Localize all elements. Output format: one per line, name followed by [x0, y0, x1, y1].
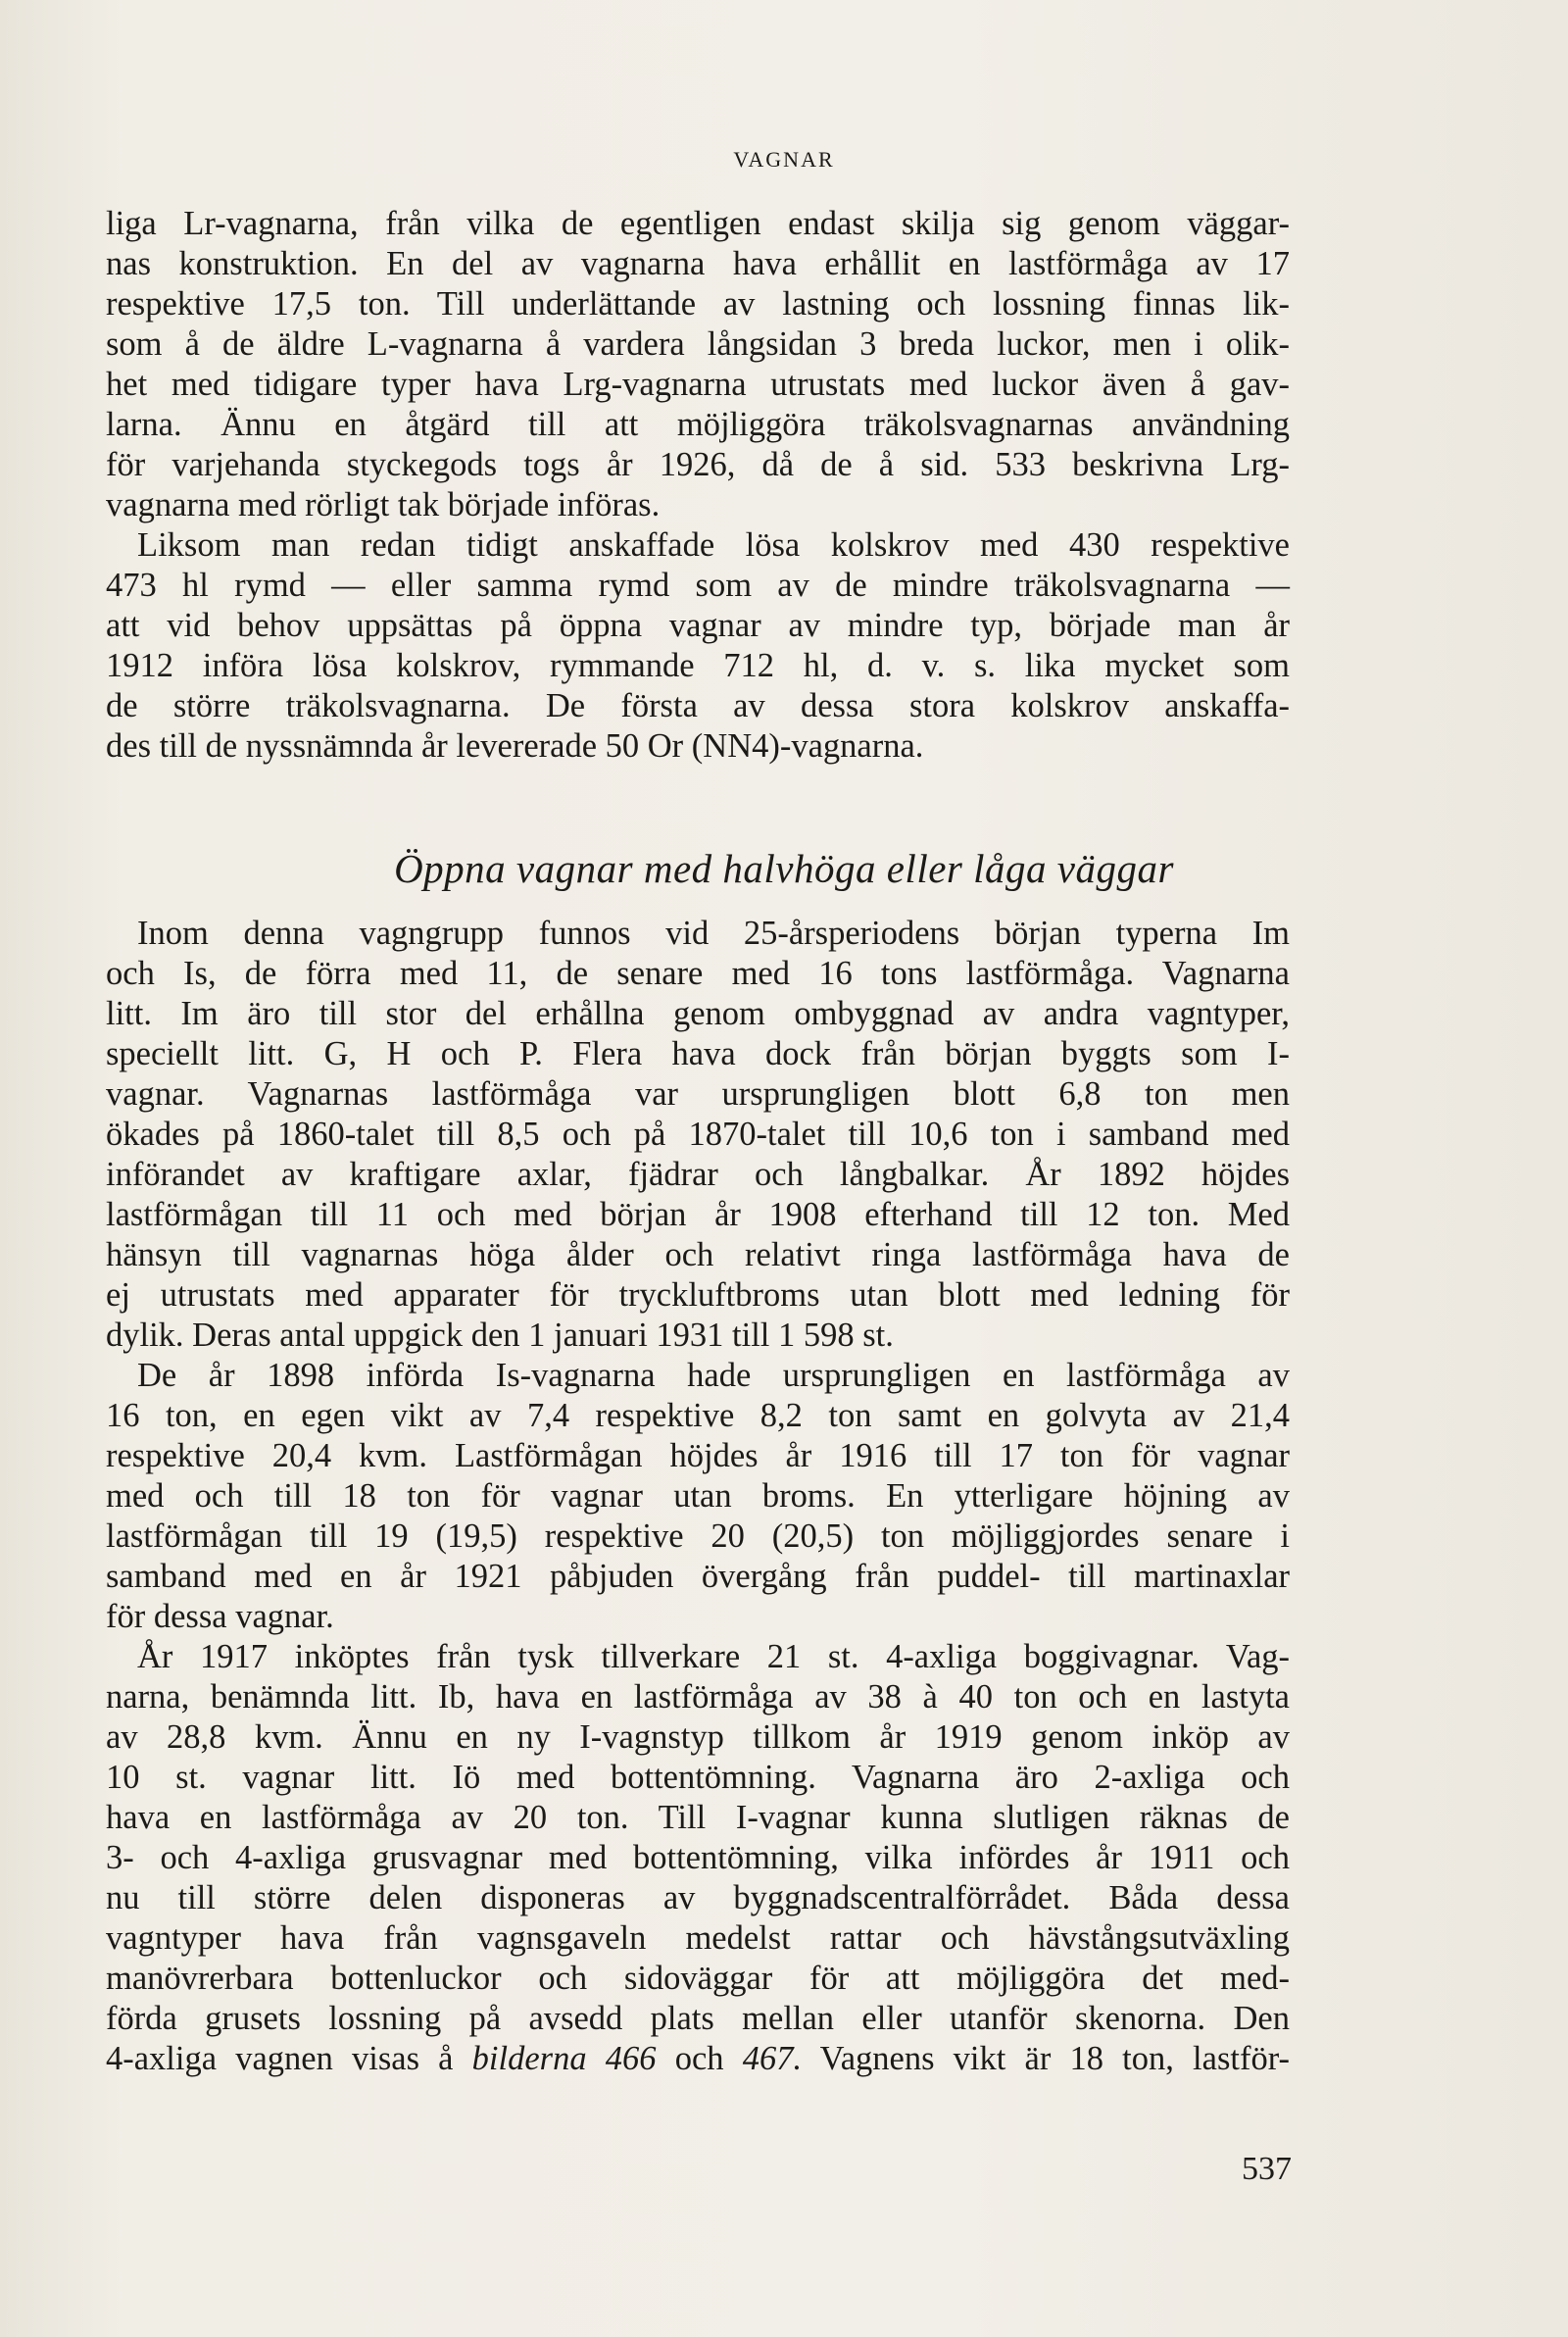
text-block-1 [106, 204, 1290, 767]
text-block-2 [106, 914, 1290, 2079]
text-line: 3- och 4-axliga grusvagnar med bottentömning, vilka infördes år 1911 och [106, 1839, 1290, 1876]
text-line: 10 st. vagnar litt. Iö med bottentömning. Vagnarna äro 2-axliga och [106, 1759, 1290, 1796]
text-line: förda grusets lossning på avsedd plats mellan eller utanför skenorna. Den [106, 2000, 1290, 2037]
paragraph [106, 914, 1290, 1356]
text-run: Vagnens vikt är 18 ton, lastför- [802, 2040, 1290, 2077]
text-line: Inom denna vagngrupp funnos vid 25-årsperiodens början typerna Im [137, 915, 1290, 952]
text-line: narna, benämnda litt. Ib, hava en lastförmåga av 38 à 40 ton och en lastyta [106, 1678, 1290, 1715]
text-line: nas konstruktion. En del av vagnarna hava erhållit en lastförmåga av 17 [106, 245, 1290, 282]
text-line: het med tidigare typer hava Lrg-vagnarna utrustats med luckor även å gav- [106, 366, 1290, 403]
text-line: des till de nyssnämnda år levererade 50 Or (NN4)-vagnarna. [106, 727, 924, 765]
text-line: lastförmågan till 19 (19,5) respektive 20 (20,5) ton möjliggjordes senare i [106, 1517, 1290, 1555]
page-number: 537 [1242, 2151, 1292, 2187]
text-line: av 28,8 kvm. Ännu en ny I-vagnstyp tillkom år 1919 genom inköp av [106, 1718, 1290, 1756]
text-line: 16 ton, en egen vikt av 7,4 respektive 8,2 ton samt en golvyta av 21,4 [106, 1397, 1290, 1434]
text-line: för varjehanda styckegods togs år 1926, då de å sid. 533 beskrivna Lrg- [106, 446, 1290, 483]
text-line: respektive 20,4 kvm. Lastförmågan höjdes år 1916 till 17 ton för vagnar [106, 1437, 1290, 1474]
section-heading: Öppna vagnar med halvhöga eller låga väggar [394, 846, 1174, 891]
paragraph [106, 525, 1290, 767]
paragraph [106, 1637, 1290, 2079]
text-line: respektive 17,5 ton. Till underlättande av lastning och lossning finnas lik- [106, 285, 1290, 323]
text-line: År 1917 inköptes från tysk tillverkare 21 st. 4-axliga boggivagnar. Vag- [137, 1638, 1290, 1675]
text-line: vagnar. Vagnarnas lastförmåga var ursprungligen blott 6,8 ton men [106, 1075, 1290, 1113]
text-line: larna. Ännu en åtgärd till att möjliggöra träkolsvagnarnas användning [106, 406, 1290, 443]
text-line: manövrerbara bottenluckor och sidoväggar för att möjliggöra det med- [106, 1960, 1290, 1997]
text-line: och Is, de förra med 11, de senare med 16 tons lastförmåga. Vagnarna [106, 955, 1290, 992]
text-line: litt. Im äro till stor del erhållna genom ombyggnad av andra vagntyper, [106, 995, 1290, 1032]
text-line: 473 hl rymd — eller samma rymd som av de mindre träkolsvagnarna — [106, 567, 1290, 604]
paragraph [106, 204, 1290, 525]
text-line-with-figure-refs [106, 2039, 1290, 2079]
text-line: liga Lr-vagnarna, från vilka de egentligen endast skilja sig genom väggar- [106, 205, 1290, 242]
paragraph [106, 1356, 1290, 1637]
figure-reference: 467. [742, 2040, 803, 2077]
text-line: vagntyper hava från vagnsgaveln medelst rattar och hävstångsutväxling [106, 1919, 1290, 1957]
text-line: de större träkolsvagnarna. De första av dessa stora kolskrov anskaffa- [106, 687, 1290, 724]
text-line: som å de äldre L-vagnarna å vardera långsidan 3 breda luckor, men i olik- [106, 325, 1290, 363]
text-run: och [656, 2040, 743, 2077]
running-head: VAGNAR [733, 147, 835, 172]
figure-reference: bilderna 466 [471, 2040, 657, 2077]
text-line: Liksom man redan tidigt anskaffade lösa kolskrov med 430 respektive [137, 526, 1290, 564]
text-line: ej utrustats med apparater för tryckluftbroms utan blott med ledning för [106, 1276, 1290, 1314]
text-line: 1912 införa lösa kolskrov, rymmande 712 hl, d. v. s. lika mycket som [106, 647, 1290, 684]
text-line: att vid behov uppsättas på öppna vagnar av mindre typ, började man år [106, 607, 1290, 644]
text-line: lastförmågan till 11 och med början år 1908 efterhand till 12 ton. Med [106, 1196, 1290, 1233]
text-line: införandet av kraftigare axlar, fjädrar och långbalkar. År 1892 höjdes [106, 1156, 1290, 1193]
text-line: för dessa vagnar. [106, 1598, 334, 1635]
text-line: ökades på 1860-talet till 8,5 och på 1870-talet till 10,6 ton i samband med [106, 1116, 1290, 1153]
text-run: 4-axliga vagnen visas å [106, 2040, 472, 2077]
text-line: dylik. Deras antal uppgick den 1 januari 1931 till 1 598 st. [106, 1317, 894, 1354]
text-line: hava en lastförmåga av 20 ton. Till I-vagnar kunna slutligen räknas de [106, 1799, 1290, 1836]
text-line: vagnarna med rörligt tak började införas. [106, 486, 661, 523]
text-line: De år 1898 införda Is-vagnarna hade ursprungligen en lastförmåga av [137, 1357, 1290, 1394]
text-line: speciellt litt. G, H och P. Flera hava dock från början byggts som I- [106, 1035, 1290, 1072]
text-line: samband med en år 1921 påbjuden övergång från puddel- till martinaxlar [106, 1558, 1290, 1595]
text-line: nu till större delen disponeras av byggnadscentralförrådet. Båda dessa [106, 1879, 1290, 1916]
text-line: med och till 18 ton för vagnar utan broms. En ytterligare höjning av [106, 1477, 1290, 1515]
text-line: hänsyn till vagnarnas höga ålder och relativt ringa lastförmåga hava de [106, 1236, 1290, 1273]
